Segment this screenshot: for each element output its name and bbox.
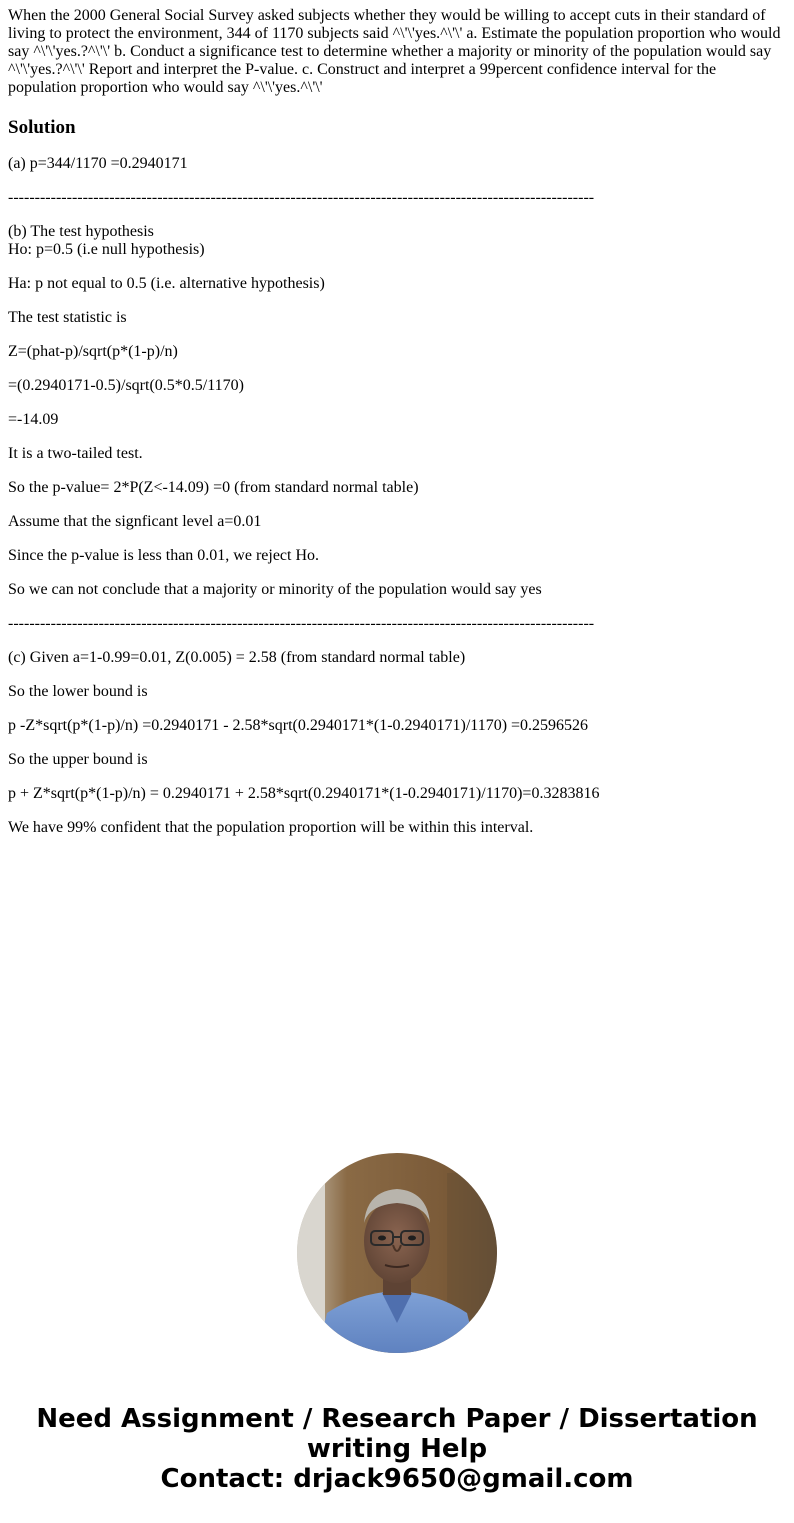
question-text: When the 2000 General Social Survey asked subjects whether they would be willing to accept cuts in their standard of living to protect the environment, 344 of 1170 subjects said ^\'\'yes.^\'\' a. Estimate the population proportion who would say ^\'\'yes.?^\'\' b. Conduct a significance test to determine whether a majority or minority of the population would say ^\'\'yes.?^\'\' Report and interpret the P-value. c. Construct and interpret a 99percent confidence interval for the population proportion who would say ^\'\'yes.^\'\' — [8, 7, 781, 96]
conclusion-line: So we can not conclude that a majority or minority of the population would say yes — [8, 581, 542, 598]
footer-contact: Contact: drjack9650@gmail.com — [160, 1464, 634, 1494]
interval-interpretation: We have 99% confident that the population proportion will be within this interval. — [8, 819, 534, 836]
part-a-answer: (a) p=344/1170 =0.2940171 — [8, 155, 188, 172]
author-avatar — [297, 1153, 497, 1353]
divider-1: -------------------------------------------------------------------------------------------------------------- — [8, 189, 595, 206]
two-tailed-note: It is a two-tailed test. — [8, 445, 143, 462]
significance-level: Assume that the signficant level a=0.01 — [8, 513, 262, 530]
divider-2: -------------------------------------------------------------------------------------------------------------- — [8, 615, 595, 632]
footer-line-2: writing Help — [306, 1434, 488, 1464]
footer-banner — [0, 1404, 794, 1494]
part-b-heading: (b) The test hypothesis — [8, 223, 154, 240]
lower-bound-intro: So the lower bound is — [8, 683, 148, 700]
test-statistic-substitution: =(0.2940171-0.5)/sqrt(0.5*0.5/1170) — [8, 377, 244, 394]
p-value-line: So the p-value= 2*P(Z<-14.09) =0 (from standard normal table) — [8, 479, 419, 496]
upper-bound-formula: p + Z*sqrt(p*(1-p)/n) = 0.2940171 + 2.58*sqrt(0.2940171*(1-0.2940171)/1170)=0.3283816 — [8, 785, 600, 802]
test-statistic-result: =-14.09 — [8, 411, 59, 428]
alternative-hypothesis: Ha: p not equal to 0.5 (i.e. alternative hypothesis) — [8, 275, 325, 292]
decision-line: Since the p-value is less than 0.01, we reject Ho. — [8, 547, 320, 564]
footer-line-1: Need Assignment / Research Paper / Dissertation — [36, 1404, 758, 1434]
lower-bound-formula: p -Z*sqrt(p*(1-p)/n) =0.2940171 - 2.58*sqrt(0.2940171*(1-0.2940171)/1170) =0.2596526 — [8, 717, 589, 734]
test-statistic-formula: Z=(phat-p)/sqrt(p*(1-p)/n) — [8, 343, 178, 360]
upper-bound-intro: So the upper bound is — [8, 751, 148, 768]
document-body — [8, 7, 786, 837]
null-hypothesis: Ho: p=0.5 (i.e null hypothesis) — [8, 241, 205, 258]
part-c-given: (c) Given a=1-0.99=0.01, Z(0.005) = 2.58 (from standard normal table) — [8, 649, 466, 666]
test-statistic-intro: The test statistic is — [8, 309, 127, 326]
solution-heading: Solution — [8, 117, 76, 138]
